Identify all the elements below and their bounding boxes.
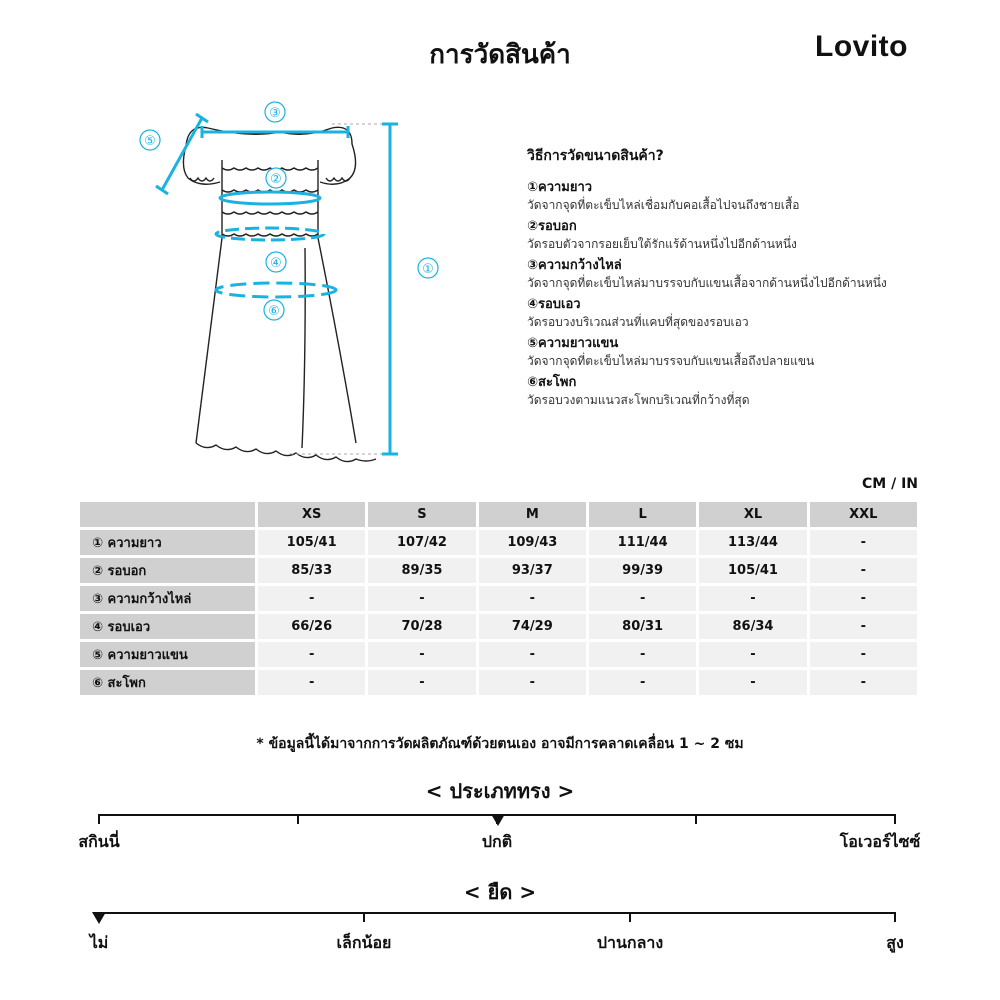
size-header: XXL [810,502,917,527]
table-row [80,558,917,583]
table-header-row [80,502,917,527]
table-cell: 70/28 [368,614,475,639]
diagram-label-4: ④ [270,256,282,271]
fit-scale-marker [491,814,505,826]
table-corner [80,502,255,527]
stretch-scale-tick [629,912,631,922]
measurement-guide [527,145,967,413]
row-label: ① ความยาว [80,530,255,555]
table-row [80,586,917,611]
guide-item [527,257,967,292]
table-cell: - [479,670,586,695]
guide-item-desc: วัดรอบวงบริเวณส่วนที่แคบที่สุดของรอบเอว [527,315,749,329]
table-cell: 99/39 [589,558,696,583]
sleeve-line [162,118,202,190]
stretch-scale-line [98,912,896,914]
size-header: XL [699,502,806,527]
unit-label: CM / IN [862,476,918,492]
table-cell: 105/41 [699,558,806,583]
table-cell: 74/29 [479,614,586,639]
size-header: M [479,502,586,527]
hip-line [216,283,336,297]
guide-item-name: ⑥สะโพก [527,375,577,390]
table-cell: - [699,586,806,611]
guide-item-name: ④รอบเอว [527,297,581,312]
table-cell: - [368,642,475,667]
table-cell: - [699,670,806,695]
guide-item [527,179,967,214]
table-cell: - [810,586,917,611]
measure-lines [156,114,398,454]
stretch-scale-label: เล็กน้อย [336,933,392,952]
table-row [80,642,917,667]
stretch-scale-label: ปานกลาง [596,933,664,952]
table-cell: 66/26 [258,614,365,639]
table-cell: 93/37 [479,558,586,583]
guide-item-desc: วัดจากจุดที่ตะเข็บไหล่เชื่อมกับคอเสื้อไปจนถึงชายเสื้อ [527,198,800,212]
table-row [80,670,917,695]
measurement-note: * ข้อมูลนี้ได้มาจากการวัดผลิตภัณฑ์ด้วยตนเอง อาจมีการคลาดเคลื่อน 1 ~ 2 ซม [256,736,744,752]
guide-item-desc: วัดรอบวงตามแนวสะโพกบริเวณที่กว้างที่สุด [527,393,750,407]
guide-item-name: ③ความกว้างไหล่ [527,258,622,273]
table-cell: 86/34 [699,614,806,639]
guide-item [527,218,967,253]
table-cell: 109/43 [479,530,586,555]
row-label: ③ ความกว้างไหล่ [80,586,255,611]
stretch-scale-title: < ยืด > [463,880,537,904]
row-label: ⑤ ความยาวแขน [80,642,255,667]
fit-scale-label: โอเวอร์ไซซ์ [839,832,921,851]
guide-item [527,296,967,331]
table-cell: - [810,530,917,555]
fit-scale-label: สกินนี่ [78,832,120,851]
table-cell: - [368,670,475,695]
table-cell: - [810,670,917,695]
table-cell: - [258,670,365,695]
table-cell: 113/44 [699,530,806,555]
table-cell: 80/31 [589,614,696,639]
chest-line [220,192,320,204]
guide-title: วิธีการวัดขนาดสินค้า? [527,148,664,164]
diagram-label-1: ① [422,262,434,277]
guide-item-desc: วัดจากจุดที่ตะเข็บไหล่มาบรรจบกับแขนเสื้อจากด้านหนึ่งไปอีกด้านหนึ่ง [527,276,887,290]
fit-scale-tick [297,814,299,824]
table-cell: - [479,586,586,611]
row-label: ④ รอบเอว [80,614,255,639]
table-cell: - [810,558,917,583]
table-cell: - [258,586,365,611]
stretch-scale-tick [894,912,896,922]
stretch-scale-label: ไม่ [89,933,109,952]
guide-item-name: ②รอบอก [527,219,577,234]
size-header: L [589,502,696,527]
table-row [80,530,917,555]
fit-scale-tick [98,814,100,824]
guide-item [527,374,967,409]
diagram-label-5: ⑤ [144,134,156,149]
table-cell: 85/33 [258,558,365,583]
guide-item-desc: วัดจากจุดที่ตะเข็บไหล่มาบรรจบกับแขนเสื้อถึงปลายแขน [527,354,815,368]
table-row [80,614,917,639]
fit-scale-tick [894,814,896,824]
size-header: S [368,502,475,527]
table-cell: 89/35 [368,558,475,583]
table-cell: - [368,586,475,611]
fit-scale-tick [695,814,697,824]
fit-scale-label: ปกติ [481,832,513,851]
diagram-label-3: ③ [269,106,281,121]
stretch-scale-label: สูง [886,933,904,952]
table-cell: - [810,614,917,639]
table-cell: - [258,642,365,667]
guide-item-name: ⑤ความยาวแขน [527,336,619,351]
dress-measurement-diagram [130,98,460,468]
brand-logo: Lovito [815,30,908,63]
table-cell: - [589,586,696,611]
table-cell: 107/42 [368,530,475,555]
guide-item [527,335,967,370]
row-label: ② รอบอก [80,558,255,583]
stretch-scale-marker [92,912,106,924]
guide-item-desc: วัดรอบตัวจากรอยเย็บใต้รักแร้ด้านหนึ่งไปอีกด้านหนึ่ง [527,237,797,251]
row-label: ⑥ สะโพก [80,670,255,695]
table-cell: - [589,670,696,695]
diagram-label-2: ② [270,172,282,187]
size-table [77,499,920,698]
stretch-scale-tick [363,912,365,922]
page-title: การวัดสินค้า [429,40,571,70]
table-cell: - [810,642,917,667]
table-cell: - [479,642,586,667]
table-cell: 105/41 [258,530,365,555]
table-cell: - [699,642,806,667]
table-cell: - [589,642,696,667]
fit-scale-title: < ประเภททรง > [425,779,575,803]
table-cell: 111/44 [589,530,696,555]
diagram-label-6: ⑥ [268,304,280,319]
size-header: XS [258,502,365,527]
guide-item-name: ①ความยาว [527,180,593,195]
